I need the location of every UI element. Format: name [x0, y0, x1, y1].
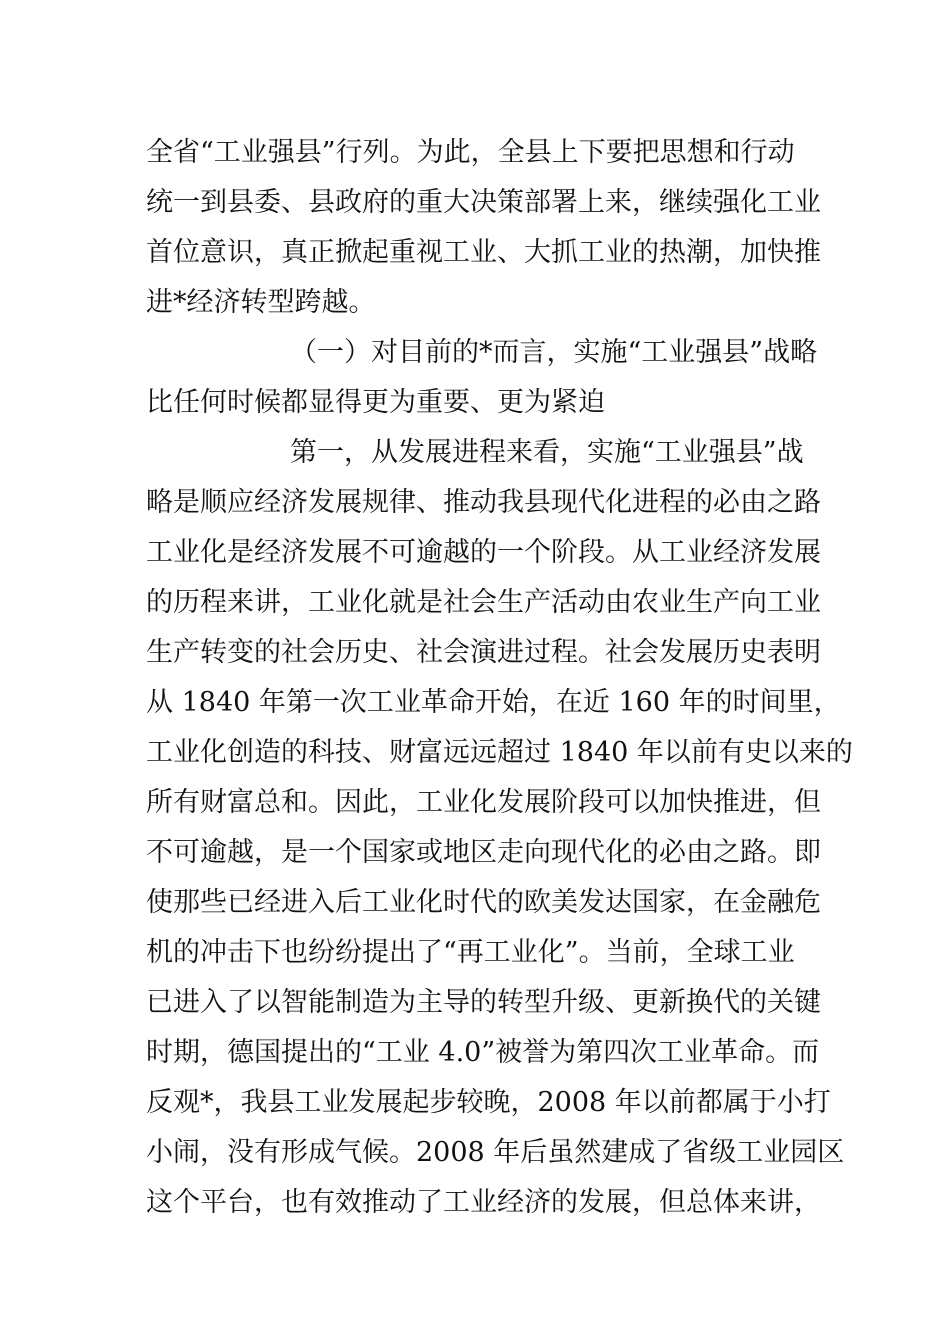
paragraph-first-line: 第一，从发展进程来看，实施“工业强县”战: [290, 437, 804, 468]
text-line-14: 所有财富总和。因此，工业化发展阶段可以加快推进，但: [146, 787, 821, 818]
section-heading-line-2: 比任何时候都显得更为重要、更为紧迫: [146, 387, 605, 418]
text-line-17: 机的冲击下也纷纷提出了“再工业化”。当前，全球工业: [146, 937, 795, 968]
text-line-22: 这个平台，也有效推动了工业经济的发展，但总体来讲，: [146, 1187, 821, 1218]
text-line-8: 略是顺应经济发展规律、推动我县现代化进程的必由之路: [146, 487, 821, 518]
text-line-11: 生产转变的社会历史、社会演进过程。社会发展历史表明: [146, 637, 821, 668]
text-line-1: 全省“工业强县”行列。为此，全县上下要把思想和行动: [146, 137, 795, 168]
section-heading-line-1: （一）对目前的*而言，实施“工业强县”战略: [290, 337, 818, 368]
text-line-13: 工业化创造的科技、财富远远超过 1840 年以前有史以来的: [146, 737, 853, 768]
text-line-9: 工业化是经济发展不可逾越的一个阶段。从工业经济发展: [146, 537, 821, 568]
text-line-2: 统一到县委、县政府的重大决策部署上来，继续强化工业: [146, 187, 821, 218]
text-line-15: 不可逾越，是一个国家或地区走向现代化的必由之路。即: [146, 837, 821, 868]
text-line-19: 时期，德国提出的“工业 4.0”被誉为第四次工业革命。而: [146, 1037, 820, 1068]
text-line-10: 的历程来讲，工业化就是社会生产活动由农业生产向工业: [146, 587, 821, 618]
text-line-4: 进*经济转型跨越。: [146, 287, 376, 318]
text-line-20: 反观*，我县工业发展起步较晚，2008 年以前都属于小打: [146, 1087, 831, 1118]
text-line-16: 使那些已经进入后工业化时代的欧美发达国家，在金融危: [146, 887, 821, 918]
text-line-12: 从 1840 年第一次工业革命开始，在近 160 年的时间里，: [146, 687, 841, 718]
text-line-3: 首位意识，真正掀起重视工业、大抓工业的热潮，加快推: [146, 237, 821, 268]
text-line-21: 小闹，没有形成气候。2008 年后虽然建成了省级工业园区: [146, 1137, 845, 1168]
text-line-18: 已进入了以智能制造为主导的转型升级、更新换代的关键: [146, 987, 821, 1018]
